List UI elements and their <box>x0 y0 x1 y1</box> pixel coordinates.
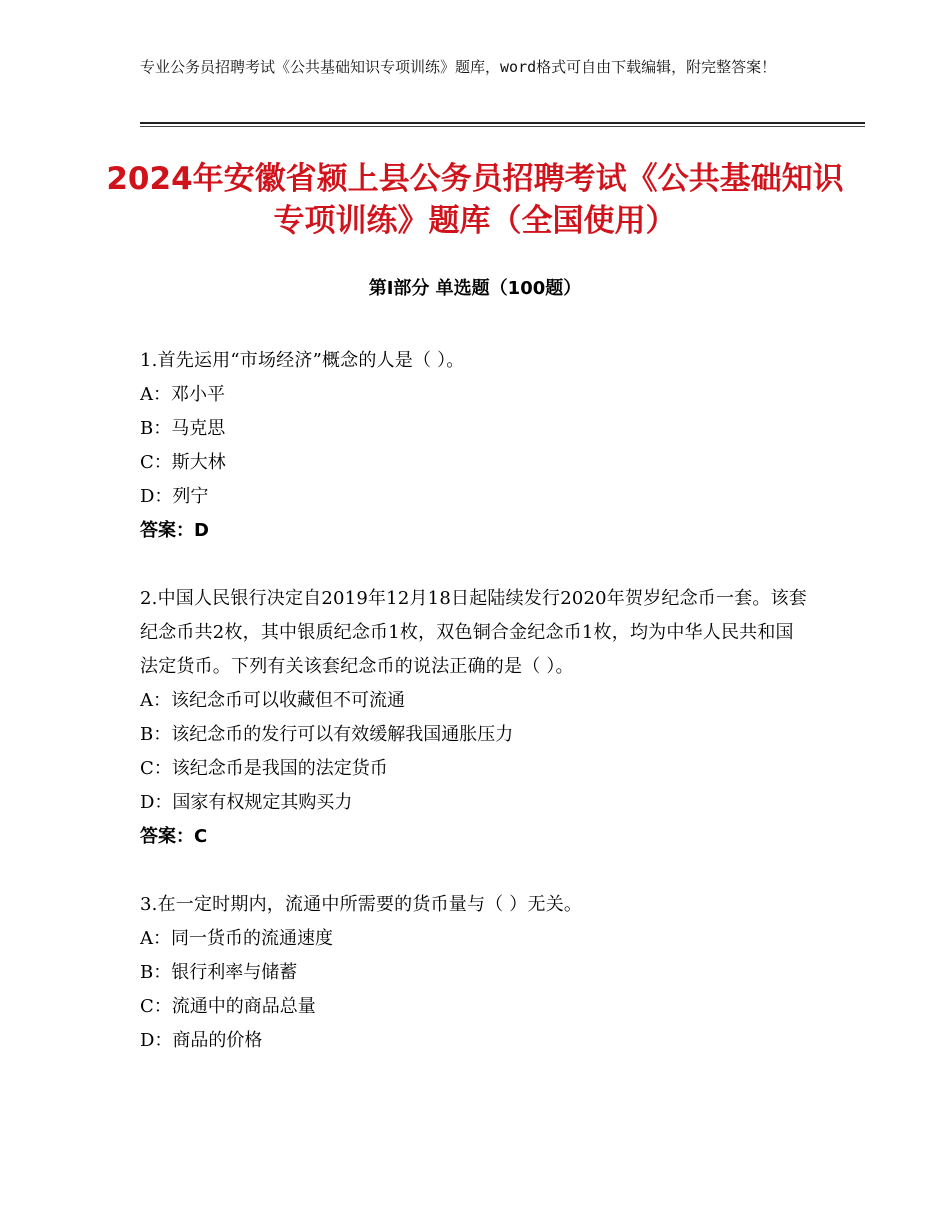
answer: 答案：C <box>140 826 208 847</box>
section-title: 第Ⅰ部分 单选题（100题） <box>368 278 582 299</box>
option-d: D：国家有权规定其购买力 <box>140 792 353 813</box>
question-1 <box>140 344 810 548</box>
header-divider-thick <box>140 122 865 124</box>
option-d: D：列宁 <box>140 486 209 507</box>
question-stem: 1.首先运用“市场经济”概念的人是（ ）。 <box>140 350 465 371</box>
option-b: B：银行利率与储蓄 <box>140 962 298 983</box>
question-3 <box>140 888 810 1058</box>
option-b: B：该纪念币的发行可以有效缓解我国通胀压力 <box>140 724 514 745</box>
option-d: D：商品的价格 <box>140 1030 263 1051</box>
option-a: A：同一货币的流通速度 <box>140 928 333 949</box>
question-stem: 2.中国人民银行决定自2019年12月18日起陆续发行2020年贺岁纪念币一套。该套纪念币共2枚，其中银质纪念币1枚，双色铜合金纪念币1枚，均为中华人民共和国法定货币。下列有关该套纪念币的说法正确的是（ ）。 <box>140 588 807 677</box>
answer: 答案：D <box>140 520 209 541</box>
option-a: A：邓小平 <box>140 384 225 405</box>
question-2 <box>140 582 810 854</box>
question-list <box>140 344 810 1092</box>
option-c: C：斯大林 <box>140 452 226 473</box>
option-a: A：该纪念币可以收藏但不可流通 <box>140 690 405 711</box>
header-divider-thin <box>140 126 865 127</box>
question-stem: 3.在一定时期内，流通中所需要的货币量与（ ）无关。 <box>140 894 583 915</box>
option-c: C：该纪念币是我国的法定货币 <box>140 758 388 779</box>
header-note: 专业公务员招聘考试《公共基础知识专项训练》题库，word格式可自由下载编辑，附完整答案！ <box>140 58 777 76</box>
option-b: B：马克思 <box>140 418 226 439</box>
document-title: 2024年安徽省颍上县公务员招聘考试《公共基础知识专项训练》题库（全国使用） <box>106 161 844 239</box>
option-c: C：流通中的商品总量 <box>140 996 316 1017</box>
